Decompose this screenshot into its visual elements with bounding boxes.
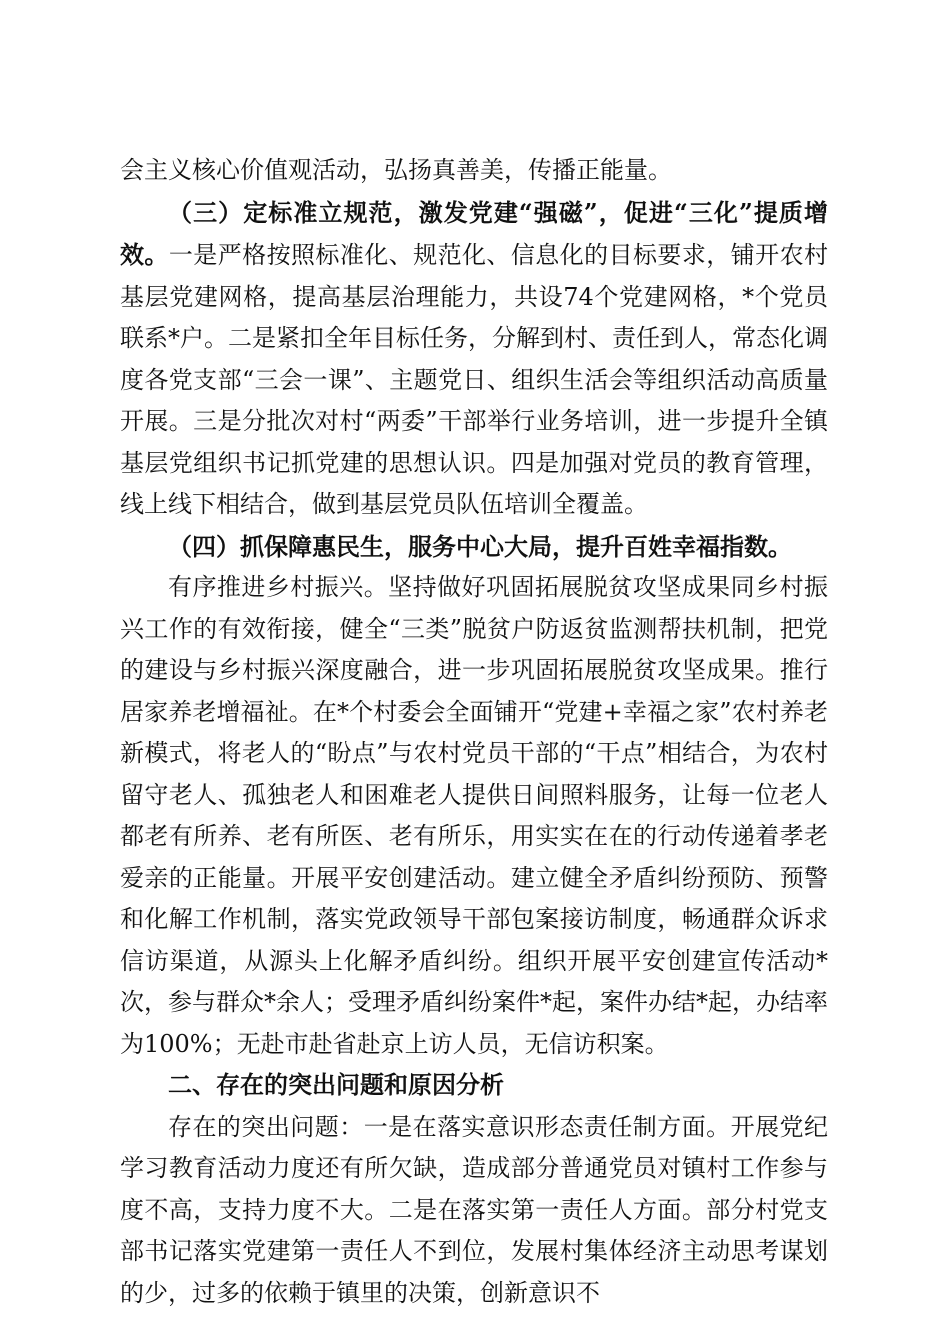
- section-3-paragraph: [120, 192, 828, 526]
- part-2-heading: 二、存在的突出问题和原因分析: [168, 1071, 504, 1099]
- section-4-title: （四）抓保障惠民生，服务中心大局，提升百姓幸福指数。: [168, 531, 792, 561]
- paragraph-continuation: 会主义核心价值观活动，弘扬真善美，传播正能量。: [120, 156, 672, 184]
- section-4-body: 有序推进乡村振兴。坚持做好巩固拓展脱贫攻坚成果同乡村振兴工作的有效衔接，健全“三类”脱贫户防返贫监测帮扶机制，把党的建设与乡村振兴深度融合，进一步巩固拓展脱贫攻坚成果。推行居家养老增福祉。在*个村委会全面铺开“党建+幸福之家”农村养老新模式，将老人的“盼点”与农村党员干部的“干点”相结合，为农村留守老人、孤独老人和困难老人提供日间照料服务，让每一位老人都老有所养、老有所医、老有所乐，用实实在在的行动传递着孝老爱亲的正能量。开展平安创建活动。建立健全矛盾纠纷预防、预警和化解工作机制，落实党政领导干部包案接访制度，畅通群众诉求信访渠道，从源头上化解矛盾纠纷。组织开展平安创建宣传活动*次，参与群众*余人；受理矛盾纠纷案件*起，案件办结*起，办结率为100%；无赴市赴省赴京上访人员，无信访积案。: [120, 573, 828, 1058]
- document-body: [120, 150, 828, 1314]
- section-3-body: 一是严格按照标准化、规范化、信息化的目标要求，铺开农村基层党建网格，提高基层治理能力，共设74个党建网格，*个党员联系*户。二是紧扣全年目标任务，分解到村、责任到人，常态化调度各党支部“三会一课”、主题党日、组织生活会等组织活动高质量开展。三是分批次对村“两委”干部举行业务培训，进一步提升全镇基层党组织书记抓党建的思想认识。四是加强对党员的教育管理，线上线下相结合，做到基层党员队伍培训全覆盖。: [120, 241, 829, 518]
- section-3-title: （三）定标准立规范，激发党建“强磁”，促进“三化”提质增效。: [120, 197, 828, 269]
- part-2-body: 存在的突出问题：一是在落实意识形态责任制方面。开展党纪学习教育活动力度还有所欠缺，造成部分普通党员对镇村工作参与度不高，支持力度不大。二是在落实第一责任人方面。部分村党支部书记落实党建第一责任人不到位，发展村集体经济主动思考谋划的少，过多的依赖于镇里的决策，创新意识不: [120, 1112, 828, 1307]
